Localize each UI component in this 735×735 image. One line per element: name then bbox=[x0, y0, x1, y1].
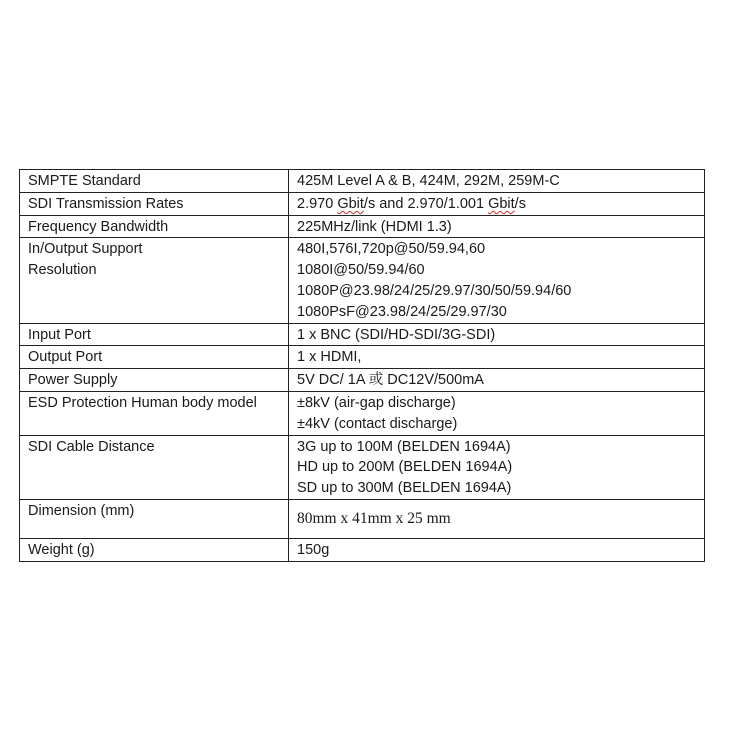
spec-row bbox=[20, 215, 705, 238]
spec-row bbox=[20, 538, 705, 561]
spec-value-text: 1080P@23.98/24/25/29.97/30/50/59.94/60 bbox=[297, 282, 572, 299]
spec-label-text: In/Output Support bbox=[28, 241, 143, 258]
spec-value-text: 3G up to 100M (BELDEN 1694A) bbox=[297, 438, 511, 455]
spec-row bbox=[20, 170, 705, 193]
spec-value-cell bbox=[289, 323, 705, 346]
spec-label-cell bbox=[20, 215, 289, 238]
spec-label-text: SDI Cable Distance bbox=[28, 438, 155, 455]
spec-row bbox=[20, 435, 705, 499]
spec-label-cell bbox=[20, 435, 289, 499]
spec-label-text: Input Port bbox=[28, 326, 91, 343]
spec-value-text: ±8kV (air-gap discharge) bbox=[297, 394, 456, 411]
specification-table-body bbox=[20, 170, 705, 562]
spec-value-text: 225MHz/link (HDMI 1.3) bbox=[297, 218, 452, 235]
spec-value-text: 425M Level A & B, 424M, 292M, 259M-C bbox=[297, 173, 560, 189]
spec-value-cell bbox=[289, 170, 705, 193]
spec-label-text: Frequency Bandwidth bbox=[28, 218, 169, 235]
spec-label-text: SMPTE Standard bbox=[28, 173, 141, 189]
spec-value-cell bbox=[289, 369, 705, 392]
spec-value-text: 150g bbox=[297, 541, 330, 558]
spec-label-text: Weight (g) bbox=[28, 541, 95, 558]
spellcheck-underline: Gbit bbox=[488, 195, 515, 212]
specification-table bbox=[19, 169, 705, 562]
spec-label-cell bbox=[20, 499, 289, 538]
spec-value-text: 80mm x 41mm x 25 mm bbox=[297, 509, 451, 527]
spec-label-text: Resolution bbox=[28, 262, 97, 279]
spec-label-cell bbox=[20, 391, 289, 435]
spec-label-cell bbox=[20, 192, 289, 215]
spec-value-text: 480I,576I,720p@50/59.94,60 bbox=[297, 241, 486, 258]
spec-label-cell bbox=[20, 369, 289, 392]
spec-value-cell bbox=[289, 538, 705, 561]
spec-row bbox=[20, 323, 705, 346]
spec-row bbox=[20, 238, 705, 323]
spec-value-text: SD up to 300M (BELDEN 1694A) bbox=[297, 480, 512, 497]
spec-row bbox=[20, 499, 705, 538]
spec-value-text: ±4kV (contact discharge) bbox=[297, 415, 458, 432]
spec-value-text: 5V DC/ 1A 或 DC12V/500mA bbox=[297, 372, 484, 389]
spec-value-cell bbox=[289, 346, 705, 369]
spec-value-text: HD up to 200M (BELDEN 1694A) bbox=[297, 459, 513, 476]
spec-label-text: ESD Protection Human body model bbox=[28, 394, 257, 411]
spec-value-cell bbox=[289, 192, 705, 215]
spec-value-cell bbox=[289, 215, 705, 238]
spec-label-cell bbox=[20, 170, 289, 193]
spec-label-cell bbox=[20, 323, 289, 346]
spec-row bbox=[20, 391, 705, 435]
spec-row bbox=[20, 346, 705, 369]
spec-value-text: 1080PsF@23.98/24/25/29.97/30 bbox=[297, 303, 507, 320]
spec-value-cell bbox=[289, 499, 705, 538]
spec-label-text: Output Port bbox=[28, 349, 103, 366]
spec-label-text: Power Supply bbox=[28, 372, 118, 389]
spec-label-text: SDI Transmission Rates bbox=[28, 195, 184, 212]
spec-label-cell bbox=[20, 538, 289, 561]
spec-row bbox=[20, 192, 705, 215]
spec-value-text: 1080I@50/59.94/60 bbox=[297, 262, 425, 279]
spec-value-cell bbox=[289, 391, 705, 435]
spec-value-cell bbox=[289, 435, 705, 499]
spec-value-cell bbox=[289, 238, 705, 323]
spec-value-text: 2.970 Gbit/s and 2.970/1.001 Gbit/s bbox=[297, 195, 526, 212]
spec-label-text: Dimension (mm) bbox=[28, 502, 135, 519]
spec-value-text: 1 x HDMI, bbox=[297, 349, 362, 366]
spec-value-text: 1 x BNC (SDI/HD-SDI/3G-SDI) bbox=[297, 326, 496, 343]
spec-row bbox=[20, 369, 705, 392]
spec-label-cell bbox=[20, 346, 289, 369]
spec-label-cell bbox=[20, 238, 289, 323]
spellcheck-underline: Gbit bbox=[337, 195, 364, 212]
